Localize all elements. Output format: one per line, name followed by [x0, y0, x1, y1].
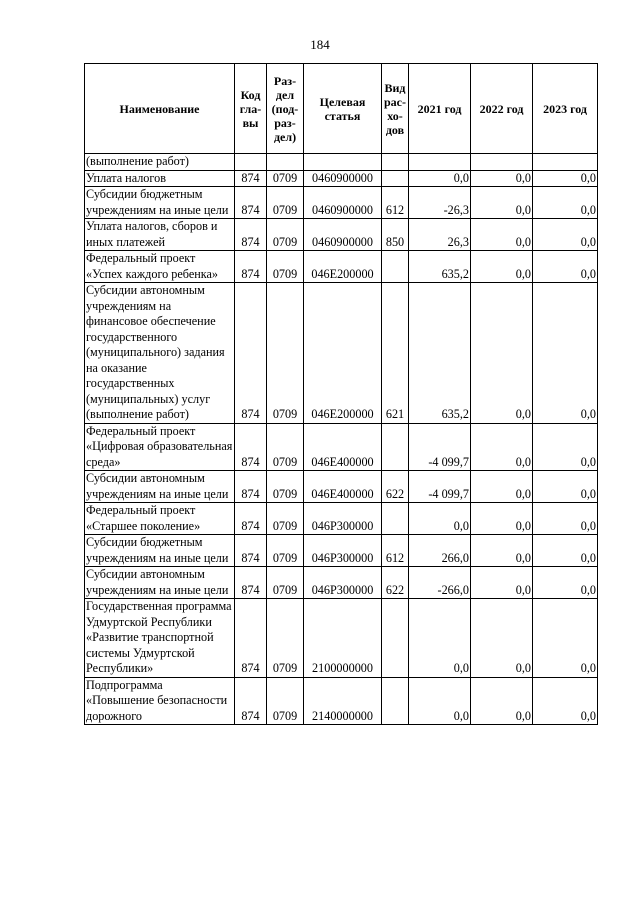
cell-section: 0709: [267, 187, 304, 219]
cell-section: 0709: [267, 567, 304, 599]
cell-name: Субсидии бюджетным учреждениям на иные цели: [85, 187, 235, 219]
cell-target: 046E200000: [304, 283, 382, 424]
cell-vid: 612: [382, 535, 409, 567]
cell-target: 0460900000: [304, 170, 382, 187]
cell-2022: 0,0: [471, 567, 533, 599]
cell-2023: 0,0: [533, 187, 598, 219]
table-row: [85, 567, 598, 599]
cell-code: 874: [235, 283, 267, 424]
cell-vid: [382, 599, 409, 678]
cell-2022: 0,0: [471, 599, 533, 678]
cell-target: 046E200000: [304, 251, 382, 283]
cell-name: Уплата налогов, сборов и иных платежей: [85, 219, 235, 251]
cell-target: [304, 154, 382, 171]
table-row: [85, 251, 598, 283]
table-row: [85, 677, 598, 725]
cell-section: 0709: [267, 283, 304, 424]
header-2021: 2021 год: [409, 64, 471, 154]
cell-section: 0709: [267, 219, 304, 251]
cell-section: 0709: [267, 535, 304, 567]
table-row: [85, 471, 598, 503]
cell-2023: 0,0: [533, 170, 598, 187]
cell-section: 0709: [267, 677, 304, 725]
cell-2021: -266,0: [409, 567, 471, 599]
cell-2023: 0,0: [533, 567, 598, 599]
cell-target: 046E400000: [304, 471, 382, 503]
cell-target: 046E400000: [304, 423, 382, 471]
cell-2021: -4 099,7: [409, 471, 471, 503]
table-header-row: [85, 64, 598, 154]
cell-2021: 266,0: [409, 535, 471, 567]
cell-code: 874: [235, 251, 267, 283]
cell-2023: [533, 154, 598, 171]
cell-name: Субсидии автономным учреждениям на иные цели: [85, 471, 235, 503]
table-row: [85, 170, 598, 187]
cell-section: 0709: [267, 170, 304, 187]
cell-2022: 0,0: [471, 251, 533, 283]
cell-name: Субсидии автономным учреждениям на финансовое обеспечение государственного (муниципального) задания на оказание государственных (муниципальных) услуг (выполнение работ): [85, 283, 235, 424]
cell-2021: 26,3: [409, 219, 471, 251]
cell-vid: 622: [382, 471, 409, 503]
cell-code: 874: [235, 219, 267, 251]
cell-code: 874: [235, 599, 267, 678]
cell-name: Подпрограмма «Повышение безопасности дорожного: [85, 677, 235, 725]
cell-target: 046P300000: [304, 567, 382, 599]
header-target: Целевая статья: [304, 64, 382, 154]
cell-code: 874: [235, 503, 267, 535]
table-row: [85, 503, 598, 535]
cell-2023: 0,0: [533, 423, 598, 471]
cell-section: 0709: [267, 599, 304, 678]
cell-section: [267, 154, 304, 171]
cell-2022: 0,0: [471, 187, 533, 219]
cell-target: 2140000000: [304, 677, 382, 725]
cell-2022: 0,0: [471, 677, 533, 725]
cell-2023: 0,0: [533, 251, 598, 283]
cell-code: 874: [235, 423, 267, 471]
header-2023: 2023 год: [533, 64, 598, 154]
table-row: [85, 283, 598, 424]
cell-2022: [471, 154, 533, 171]
cell-code: 874: [235, 677, 267, 725]
cell-2021: -26,3: [409, 187, 471, 219]
cell-section: 0709: [267, 503, 304, 535]
cell-2022: 0,0: [471, 503, 533, 535]
cell-2023: 0,0: [533, 283, 598, 424]
cell-vid: [382, 170, 409, 187]
cell-2022: 0,0: [471, 423, 533, 471]
cell-target: 2100000000: [304, 599, 382, 678]
cell-vid: 612: [382, 187, 409, 219]
cell-vid: 622: [382, 567, 409, 599]
cell-2023: 0,0: [533, 535, 598, 567]
cell-name: Государственная программа Удмуртской Республики «Развитие транспортной системы Удмуртской Республики»: [85, 599, 235, 678]
table-row: [85, 187, 598, 219]
cell-code: 874: [235, 535, 267, 567]
table-row: [85, 219, 598, 251]
cell-code: 874: [235, 471, 267, 503]
cell-vid: [382, 677, 409, 725]
cell-name: (выполнение работ): [85, 154, 235, 171]
cell-section: 0709: [267, 251, 304, 283]
cell-2021: 0,0: [409, 677, 471, 725]
cell-target: 0460900000: [304, 187, 382, 219]
cell-2022: 0,0: [471, 170, 533, 187]
header-2022: 2022 год: [471, 64, 533, 154]
cell-2021: 635,2: [409, 283, 471, 424]
table-row: [85, 535, 598, 567]
cell-2023: 0,0: [533, 599, 598, 678]
cell-target: 046P300000: [304, 503, 382, 535]
cell-vid: 850: [382, 219, 409, 251]
cell-vid: 621: [382, 283, 409, 424]
cell-2021: 0,0: [409, 170, 471, 187]
cell-code: 874: [235, 187, 267, 219]
table-row: [85, 423, 598, 471]
header-section: Раз- дел (под- раз- дел): [267, 64, 304, 154]
cell-2022: 0,0: [471, 535, 533, 567]
cell-2022: 0,0: [471, 219, 533, 251]
cell-section: 0709: [267, 471, 304, 503]
table-row: [85, 154, 598, 171]
cell-vid: [382, 503, 409, 535]
cell-2021: 0,0: [409, 503, 471, 535]
cell-name: Субсидии автономным учреждениям на иные цели: [85, 567, 235, 599]
cell-2021: 635,2: [409, 251, 471, 283]
cell-2023: 0,0: [533, 471, 598, 503]
cell-2023: 0,0: [533, 503, 598, 535]
table-row: [85, 599, 598, 678]
cell-2021: 0,0: [409, 599, 471, 678]
cell-code: 874: [235, 170, 267, 187]
cell-2022: 0,0: [471, 471, 533, 503]
cell-name: Федеральный проект «Старшее поколение»: [85, 503, 235, 535]
cell-vid: [382, 251, 409, 283]
cell-name: Федеральный проект «Цифровая образовательная среда»: [85, 423, 235, 471]
cell-2023: 0,0: [533, 677, 598, 725]
budget-table: [84, 63, 598, 725]
cell-2022: 0,0: [471, 283, 533, 424]
cell-target: 046P300000: [304, 535, 382, 567]
cell-name: Федеральный проект «Успех каждого ребенка»: [85, 251, 235, 283]
header-vid: Вид рас- хо- дов: [382, 64, 409, 154]
cell-name: Уплата налогов: [85, 170, 235, 187]
cell-2021: [409, 154, 471, 171]
cell-code: 874: [235, 567, 267, 599]
cell-2021: -4 099,7: [409, 423, 471, 471]
header-name: Наименование: [85, 64, 235, 154]
cell-section: 0709: [267, 423, 304, 471]
cell-2023: 0,0: [533, 219, 598, 251]
cell-vid: [382, 423, 409, 471]
cell-name: Субсидии бюджетным учреждениям на иные цели: [85, 535, 235, 567]
cell-vid: [382, 154, 409, 171]
cell-code: [235, 154, 267, 171]
header-code: Код гла- вы: [235, 64, 267, 154]
page-number: 184: [310, 37, 330, 52]
cell-target: 0460900000: [304, 219, 382, 251]
